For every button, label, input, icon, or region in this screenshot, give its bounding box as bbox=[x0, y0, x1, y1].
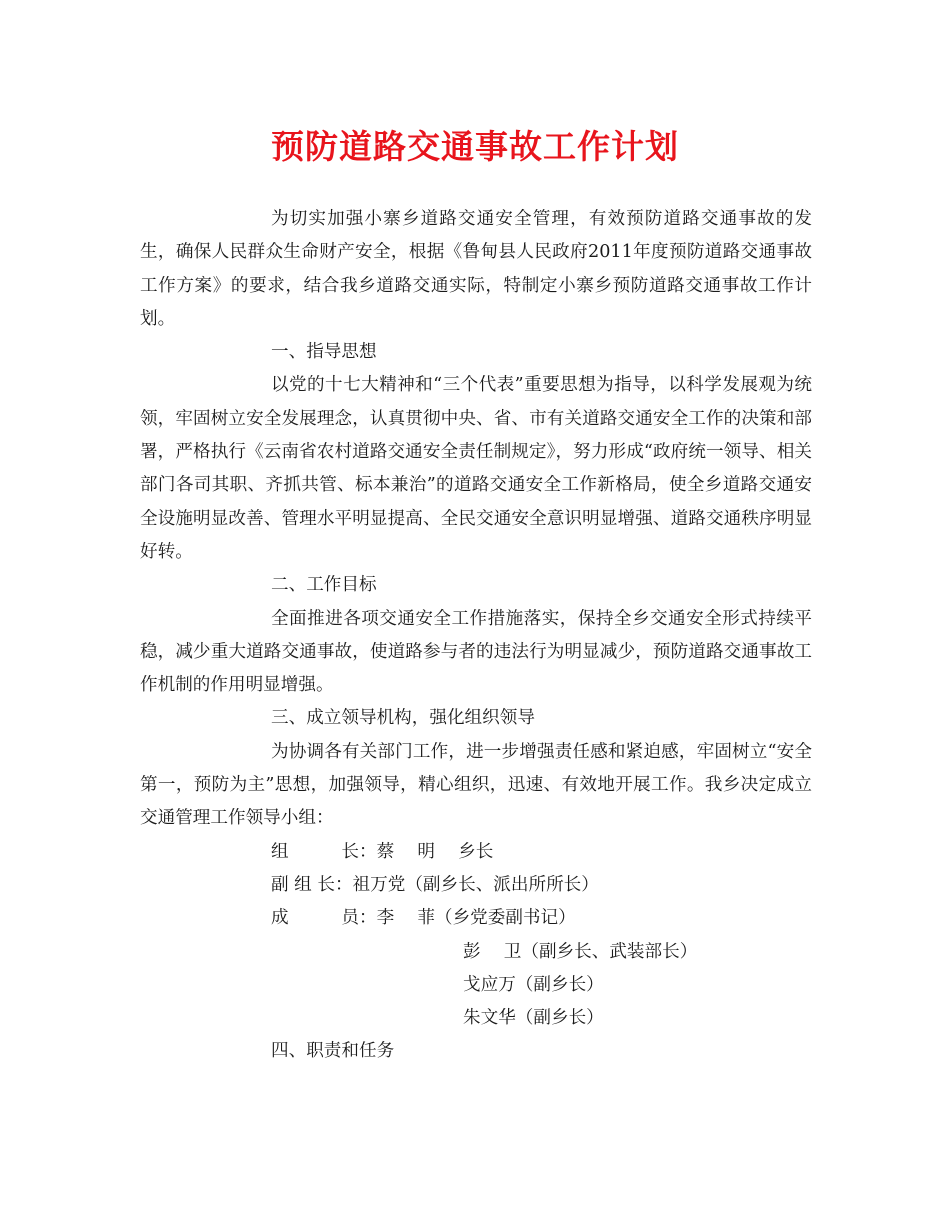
document-body bbox=[140, 203, 812, 1069]
section-heading-2: 二、工作目标 bbox=[271, 575, 377, 596]
group-deputy-line: 副 组 长：祖万党（副乡长、派出所所长） bbox=[271, 874, 599, 895]
section-heading-4: 四、职责和任务 bbox=[271, 1041, 395, 1062]
section-heading-1: 一、指导思想 bbox=[271, 342, 377, 363]
group-members-line: 成 员：李 菲（乡党委副书记） bbox=[271, 908, 576, 929]
group-member-item: 彭 卫（副乡长、武装部长） bbox=[463, 941, 698, 962]
document-title: 预防道路交通事故工作计划 bbox=[271, 127, 679, 166]
section-paragraph-2: 全面推进各项交通安全工作措施落实，保持全乡交通安全形式持续平稳，减少重大道路交通事故，使道路参与者的违法行为明显减少，预防道路交通事故工作机制的作用明显增强。 bbox=[140, 608, 812, 696]
section-paragraph-3: 为协调各有关部门工作，进一步增强责任感和紧迫感，牢固树立“安全第一，预防为主”思想，加强领导，精心组织，迅速、有效地开展工作。我乡决定成立交通管理工作领导小组： bbox=[140, 741, 812, 829]
group-member-item: 朱文华（副乡长） bbox=[463, 1008, 604, 1029]
group-leader-line: 组 长：蔡 明 乡长 bbox=[271, 841, 494, 862]
section-paragraph-1: 以党的十七大精神和“三个代表”重要思想为指导，以科学发展观为统领，牢固树立安全发展理念，认真贯彻中央、省、市有关道路交通安全工作的决策和部署，严格执行《云南省农村道路交通安全责任制规定》，努力形成“政府统一领导、相关部门各司其职、齐抓共管、标本兼治”的道路交通安全工作新格局，使全乡道路交通安全设施明显改善、管理水平明显提高、全民交通安全意识明显增强、道路交通秩序明显好转。 bbox=[140, 375, 812, 562]
group-member-item: 戈应万（副乡长） bbox=[463, 974, 604, 995]
intro-paragraph: 为切实加强小寨乡道路交通安全管理，有效预防道路交通事故的发生，确保人民群众生命财产安全，根据《鲁甸县人民政府2011年度预防道路交通事故工作方案》的要求，结合我乡道路交通实际，特制定小寨乡预防道路交通事故工作计划。 bbox=[140, 209, 812, 329]
section-heading-3: 三、成立领导机构，强化组织领导 bbox=[271, 708, 535, 729]
